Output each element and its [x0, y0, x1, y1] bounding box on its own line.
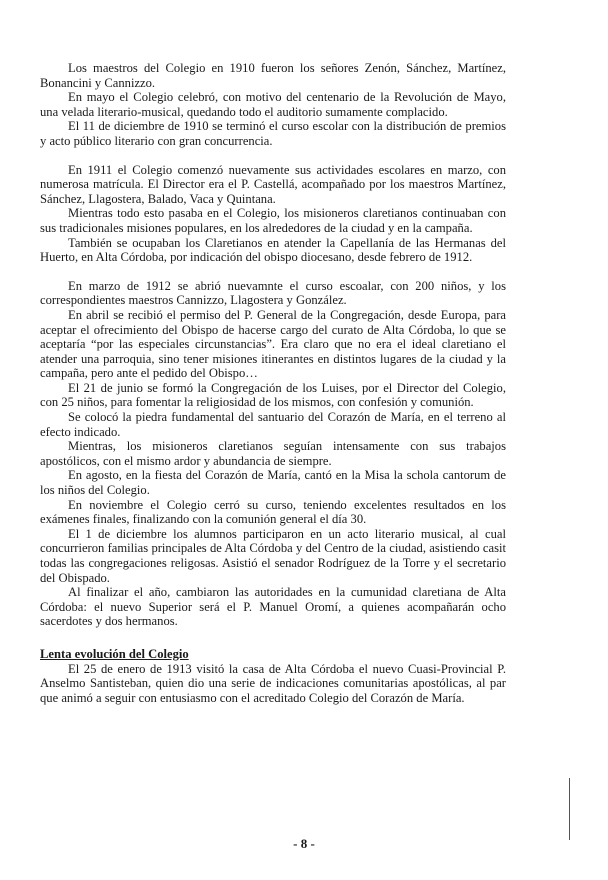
- paragraph: En marzo de 1912 se abrió nuevamnte el curso escoalar, con 200 niños, y los correspondientes maestros Cannizzo, Llagostera y González.: [40, 278, 506, 308]
- paragraph: Mientras todo esto pasaba en el Colegio, los misioneros claretianos continuaban con sus tradicionales misiones populares, en los alrededores de la ciudad y en la campaña.: [40, 206, 506, 235]
- scan-artifact-line: [569, 778, 570, 840]
- body-text: [40, 61, 506, 705]
- paragraph: El 21 de junio se formó la Congregación de los Luises, por el Director del Colegio, con 25 niños, para fomentar la religiosidad de los mismos, con confesión y comunión.: [40, 380, 506, 410]
- paragraph: Mientras, los misioneros claretianos seguían intensamente con sus trabajos apostólicos, con el mismo ardor y abundancia de siempre.: [40, 439, 506, 468]
- paragraph: En noviembre el Colegio cerró su curso, teniendo excelentes resultados en los exámenes finales, finalizando con la comunión general el día 30.: [40, 497, 506, 527]
- paragraph: También se ocupaban los Claretianos en atender la Capellanía de las Hermanas del Huerto, en Alta Córdoba, por indicación del obispo diocesano, desde febrero de 1912.: [40, 235, 506, 265]
- paragraph: Los maestros del Colegio en 1910 fueron los señores Zenón, Sánchez, Martínez, Bonancini y Cannizzo.: [40, 61, 506, 90]
- paragraph: En agosto, en la fiesta del Corazón de María, cantó en la Misa la schola cantorum de los niños del Colegio.: [40, 468, 506, 498]
- paragraph: En mayo el Colegio celebró, con motivo del centenario de la Revolución de Mayo, una velada literario-musical, quedando todo el auditorio sumamente complacido.: [40, 90, 506, 119]
- paragraph: En abril se recibió el permiso del P. General de la Congregación, desde Europa, para aceptar el ofrecimiento del Obispo de hacerse cargo del curato de Alta Córdoba, lo que se aceptaría “por las especiales circunstancias”. Era claro que no era el ideal claretiano el atender una parroquia, sino tener misiones itinerantes en distintos lugares de la ciudad y la campaña, pero ante el pedido del Obispo…: [40, 307, 506, 381]
- paragraph: Se colocó la piedra fundamental del santuario del Corazón de María, en el terreno al efecto indicado.: [40, 410, 506, 439]
- section-heading: Lenta evolución del Colegio: [40, 646, 189, 661]
- paragraph: El 1 de diciembre los alumnos participaron en un acto literario musical, al cual concurrieron familias principales de Alta Córdoba y del Centro de la ciudad, asistiendo casit todas las congregaciones religosas. Asistió el senador Rodríguez de la Torre y el secretario del Obispado.: [40, 526, 506, 585]
- paragraph: En 1911 el Colegio comenzó nuevamente sus actividades escolares en marzo, con numerosa matrícula. El Director era el P. Castellá, acompañado por los maestros Martínez, Sánchez, Llagostera, Balado, Vaca y Quintana.: [40, 162, 506, 206]
- paragraph: El 25 de enero de 1913 visitó la casa de Alta Córdoba el nuevo Cuasi-Provincial P. Anselmo Santisteban, quien dio una serie de indicaciones comunitarias apostólicas, al par que animó a seguir con entusiasmo con el acreditado Colegio del Corazón de María.: [40, 661, 506, 705]
- paragraph: Al finalizar el año, cambiaron las autoridades en la cumunidad claretiana de Alta Córdoba: el nuevo Superior será el P. Manuel Oromí, a quienes acompañarán ocho sacerdotes y dos hermanos.: [40, 585, 506, 629]
- paragraph: El 11 de diciembre de 1910 se terminó el curso escolar con la distribución de premios y acto público literario con gran concurrencia.: [40, 119, 506, 148]
- page-number: - 8 -: [293, 836, 315, 851]
